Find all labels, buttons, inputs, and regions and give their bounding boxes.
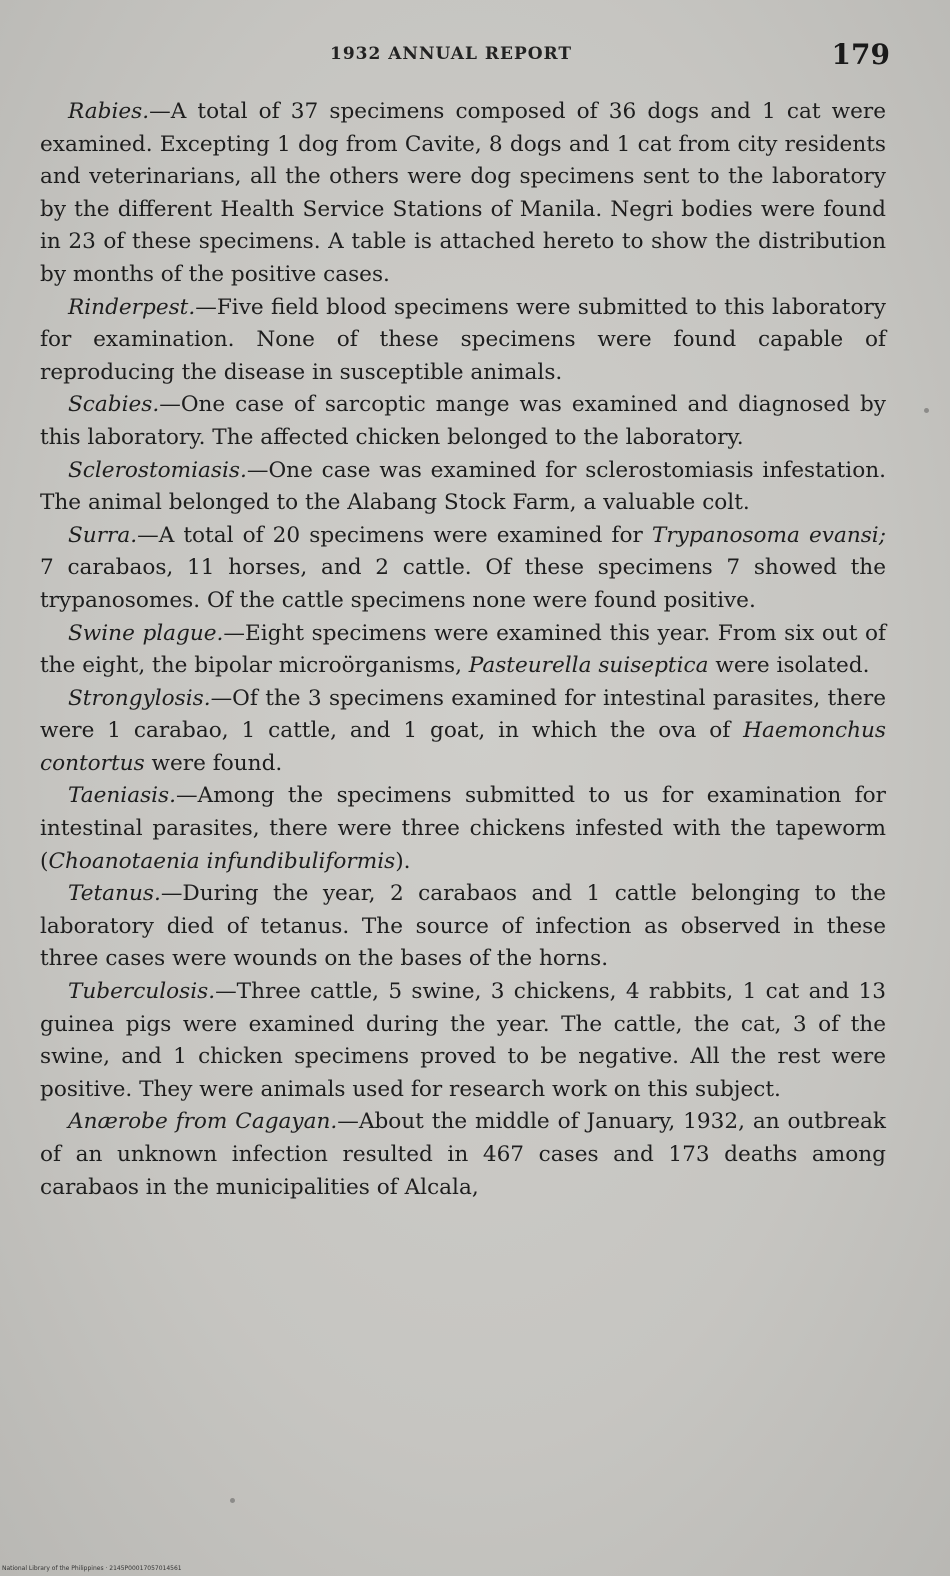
paragraph-term: Swine plague. bbox=[68, 620, 224, 646]
paragraph-term: Tetanus. bbox=[68, 881, 161, 907]
paragraph-swine-plague bbox=[40, 618, 886, 683]
paragraph-term: Anærobe from Cagayan. bbox=[68, 1109, 338, 1135]
paragraph-text: —During the year, 2 carabaos and 1 cattle belonging to the laboratory died of tetanus. The source of infection as observed in these three cases were wounds on the bases of the horns. bbox=[40, 881, 886, 972]
paragraph-term: Sclerostomiasis. bbox=[68, 457, 247, 483]
paragraph-term: Surra. bbox=[68, 522, 138, 548]
paragraph-text: —Among the specimens submitted to us for examination for intestinal parasites, there were three chickens infested with the tapeworm ( bbox=[40, 783, 886, 874]
paragraph-term: Strongylosis. bbox=[68, 685, 211, 711]
paragraph-term: Scabies. bbox=[68, 392, 160, 418]
paragraph-rinderpest bbox=[40, 292, 886, 390]
paragraph-text: —A total of 20 specimens were examined for bbox=[137, 522, 652, 548]
paragraph-term: Rabies. bbox=[68, 99, 150, 124]
running-head bbox=[40, 38, 890, 84]
paragraph-anaerobe-from-cagayan bbox=[40, 1106, 886, 1204]
paragraph-taeniasis bbox=[40, 780, 886, 878]
paragraph-rabies bbox=[40, 96, 886, 292]
paragraph-tetanus bbox=[40, 878, 886, 976]
paragraph-text: —Eight specimens were examined this year. From six out of the eight, the bipolar microörganisms, bbox=[40, 620, 886, 679]
species-name: Haemonchus contortus bbox=[40, 718, 886, 776]
page-number: 179 bbox=[831, 38, 890, 71]
species-name: Trypanosoma evansi; bbox=[651, 522, 886, 548]
paragraph-text: —Three cattle, 5 swine, 3 chickens, 4 rabbits, 1 cat and 13 guinea pigs were examined during the year. The cattle, the cat, 3 of the swine, and 1 chicken specimens proved to be negative. All the rest were positive. They were animals used for research work on this subject. bbox=[40, 979, 886, 1102]
paragraph-surra bbox=[40, 520, 886, 618]
paragraph-term: Rinderpest. bbox=[68, 294, 196, 320]
paragraph-text: —One case was examined for sclerostomiasis infestation. The animal belonged to the Alabang Stock Farm, a valuable colt. bbox=[40, 457, 886, 516]
paragraph-term: Tuberculosis. bbox=[68, 979, 216, 1005]
body-text bbox=[40, 96, 886, 1204]
paragraph-text-after: were found. bbox=[144, 750, 283, 776]
species-name: Choanotaenia infundibuliformis bbox=[48, 848, 396, 874]
paragraph-text-after: 7 carabaos, 11 horses, and 2 cattle. Of these specimens 7 showed the trypanosomes. Of the cattle specimens none were found positive. bbox=[40, 555, 886, 613]
paragraph-tuberculosis bbox=[40, 976, 886, 1106]
paragraph-term: Taeniasis. bbox=[68, 783, 176, 809]
paragraph-scabies bbox=[40, 389, 886, 454]
paragraph-text: —Of the 3 specimens examined for intestinal parasites, there were 1 carabao, 1 cattle, and 1 goat, in which the ova of bbox=[40, 685, 886, 744]
scan-speck bbox=[230, 1498, 235, 1503]
paragraph-sclerostomiasis bbox=[40, 455, 886, 520]
scan-speck bbox=[924, 408, 929, 413]
scan-credit: National Library of the Philippines · 2145P00017057014561 bbox=[2, 1565, 182, 1572]
paragraph-text: —Five field blood specimens were submitted to this laboratory for examination. None of these specimens were found capable of reproducing the disease in susceptible animals. bbox=[40, 294, 886, 385]
paragraph-text: —About the middle of January, 1932, an outbreak of an unknown infection resulted in 467 cases and 173 deaths among carabaos in the municipalities of Alcala, bbox=[40, 1109, 886, 1200]
running-title: 1932 ANNUAL REPORT bbox=[330, 44, 573, 64]
paragraph-text: —A total of 37 specimens composed of 36 dogs and 1 cat were examined. Excepting 1 dog from Cavite, 8 dogs and 1 cat from city residents and veterinarians, all the others were dog specimens sent to the laboratory by the different Health Service Stations of Manila. Negri bodies were found in 23 of these specimens. A table is attached hereto to show the distribution by months of the positive cases. bbox=[40, 99, 886, 287]
paragraph-text: —One case of sarcoptic mange was examined and diagnosed by this laboratory. The affected chicken belonged to the laboratory. bbox=[40, 392, 886, 450]
paragraph-strongylosis bbox=[40, 683, 886, 781]
species-name: Pasteurella suiseptica bbox=[468, 653, 709, 679]
paragraph-text-after: ). bbox=[395, 848, 411, 874]
paragraph-text-after: were isolated. bbox=[708, 653, 870, 679]
